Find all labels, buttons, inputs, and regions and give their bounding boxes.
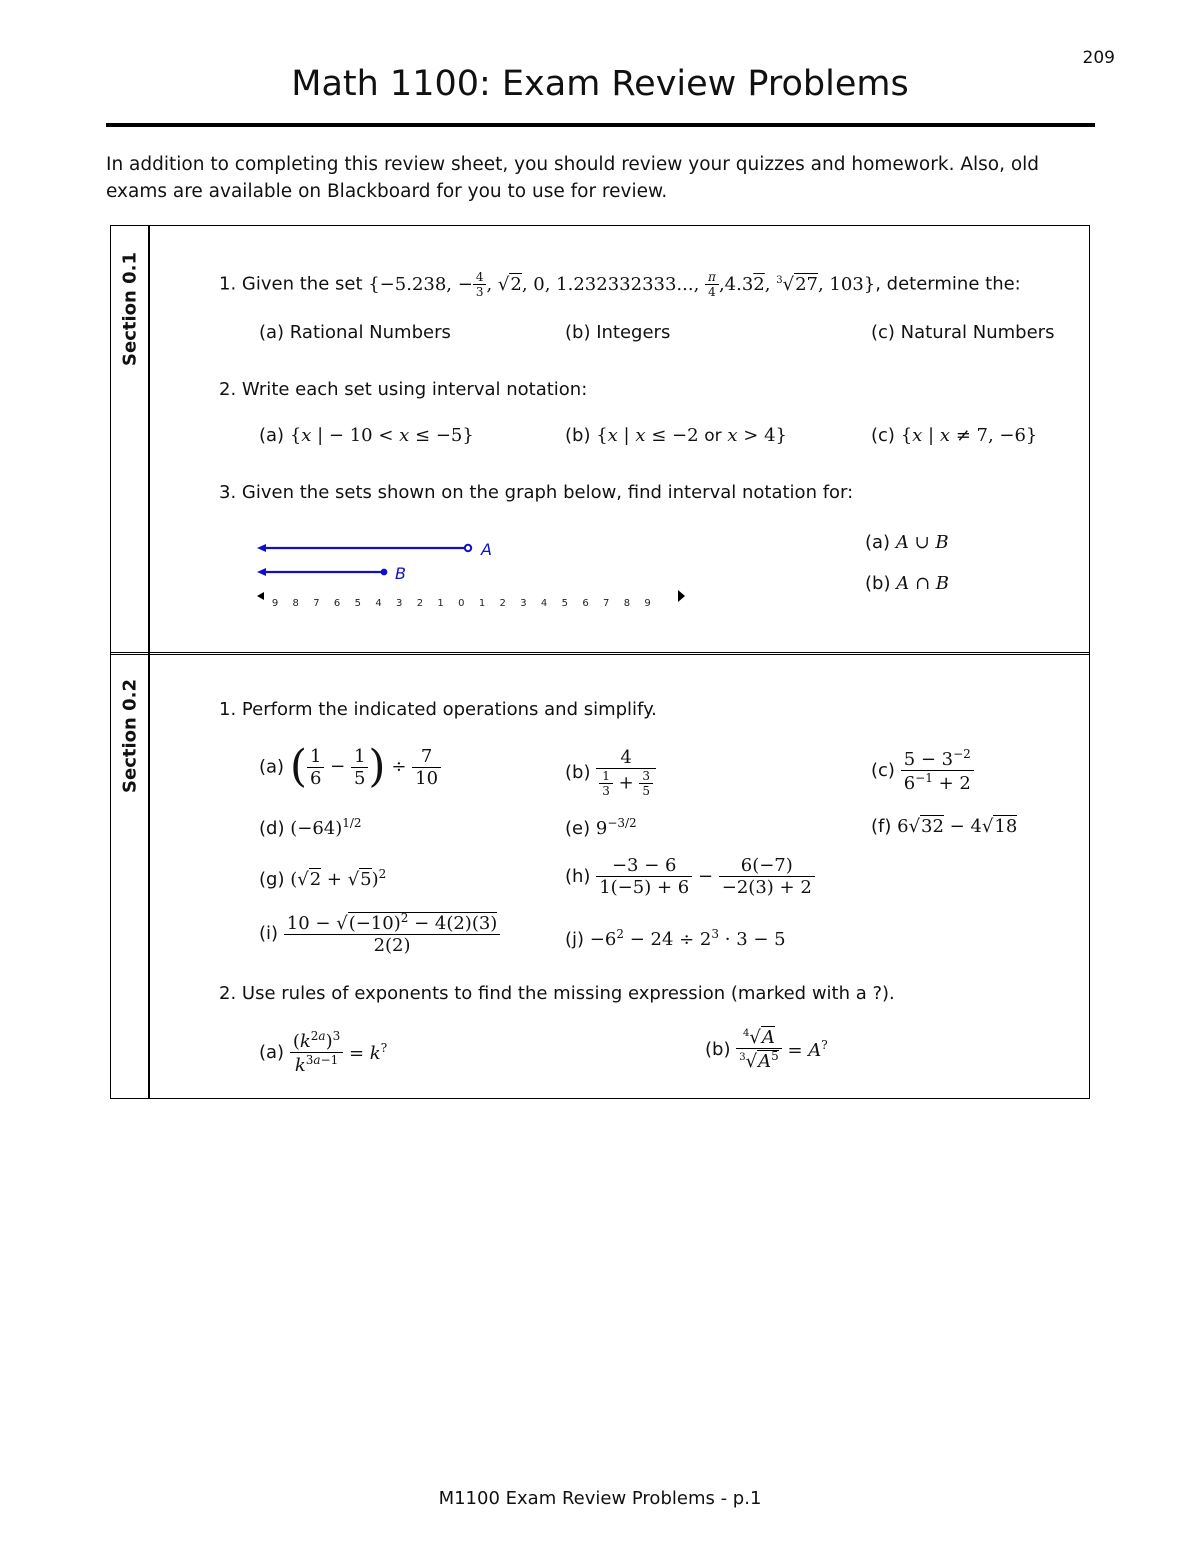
problem-2-stem bbox=[219, 983, 895, 1004]
axis-right-arrow bbox=[678, 590, 685, 602]
part-e: (e) $9^{-3/2}$ bbox=[565, 816, 637, 839]
part-a: (a) ( $\frac{1}{6}$ − $\frac{1}{5}$ ) ÷ $\frac{7}{10}$ bbox=[259, 745, 441, 789]
problem-number: 3. bbox=[219, 482, 237, 503]
problem-text: Perform the indicated operations and simplify. bbox=[241, 699, 657, 720]
number-line-graph bbox=[251, 528, 701, 618]
problem-1-stem bbox=[219, 699, 657, 720]
tick-label: 7 bbox=[313, 598, 320, 609]
tick-label: 0 bbox=[458, 598, 465, 609]
problem-number: 1. bbox=[219, 273, 237, 295]
set-a-ray bbox=[257, 544, 471, 552]
set-a-label: A bbox=[481, 540, 492, 559]
problem-text: Write each set using interval notation: bbox=[241, 379, 588, 400]
set-b-ray bbox=[257, 568, 387, 576]
set-expression: {−5.238, − $\frac{4}{3}$ , √2, 0, 1.232332333..., $\frac{\pi}{4}$ ,4.32, $^3$√27, 103} bbox=[368, 270, 876, 299]
part-c: (c) {x | x ≠ 7, −6} bbox=[871, 425, 1038, 446]
section-label: Section 0.2 bbox=[119, 679, 141, 793]
tick-label: 1 bbox=[437, 598, 444, 609]
problem-text: Use rules of exponents to find the missing expression (marked with a ?). bbox=[241, 983, 895, 1004]
part-b: (b) 4 $\frac{1}{3}$ + $\frac{3}{5}$ bbox=[565, 747, 656, 798]
part-f: (f) 6√32 − 4√18 bbox=[871, 816, 1018, 837]
tick-label: 2 bbox=[499, 598, 506, 609]
problem-number: 1. bbox=[219, 699, 237, 720]
problem-number: 2. bbox=[219, 379, 237, 400]
tick-label: 4 bbox=[540, 598, 548, 609]
part-a: (a) $\frac{(k^{2a})^3}{k^{3a-1}}$ = k? bbox=[259, 1029, 388, 1076]
part-a: (a) Rational Numbers bbox=[259, 322, 451, 343]
page-number: 209 bbox=[1082, 48, 1115, 68]
tick-label: 3 bbox=[520, 598, 527, 609]
tick-label: 8 bbox=[292, 598, 299, 609]
problem-2-stem bbox=[219, 379, 587, 400]
tick-label: 1 bbox=[478, 598, 486, 609]
problem-text: Given the set bbox=[241, 273, 363, 295]
part-b: (b) $\frac{^4√A}{^3√A^5}$ = A? bbox=[705, 1027, 828, 1072]
tick-label: 3 bbox=[396, 598, 403, 609]
part-b: (b) A ∩ B bbox=[865, 573, 949, 594]
tick-label: 6 bbox=[582, 598, 589, 609]
intro-paragraph: In addition to completing this review sheet, you should review your quizzes and homework. Also, old exams are available on Blackboard for you to use for review. bbox=[106, 154, 1040, 202]
part-b: (b) {x | x ≤ −2 or x > 4} bbox=[565, 425, 787, 446]
tick-label: 4 bbox=[375, 598, 382, 609]
tick-label: 9 bbox=[644, 598, 651, 609]
problem-1-stem bbox=[219, 270, 1021, 299]
part-d: (d) $(-64)^{1/2}$ bbox=[259, 816, 362, 839]
section-0-2-box bbox=[110, 652, 1090, 1099]
section-0-1-box bbox=[110, 225, 1090, 655]
page-footer: M1100 Exam Review Problems - p.1 bbox=[438, 1488, 762, 1509]
problem-number: 2. bbox=[219, 983, 237, 1004]
problem-text: Given the sets shown on the graph below, find interval notation for: bbox=[241, 482, 854, 503]
tick-label: 7 bbox=[603, 598, 610, 609]
section-label: Section 0.1 bbox=[119, 252, 141, 366]
part-h: (h) $\frac{-3 - 6}{1(-5) + 6}$ − $\frac{6(-7)}{-2(3) + 2}$ bbox=[565, 855, 815, 898]
part-a: (a) A ∪ B bbox=[865, 532, 949, 553]
tick-label: 8 bbox=[623, 598, 631, 609]
part-c: (c) $\frac{5 - 3^{-2}}{6^{-1} + 2}$ bbox=[871, 747, 974, 794]
problem-3-stem bbox=[219, 482, 853, 503]
part-j: $(j) -6^2 - 24 \div 2^3 \cdot 3 - 5$ bbox=[565, 927, 786, 950]
part-a: (a) {x | − 10 < x ≤ −5} bbox=[259, 425, 474, 446]
tick-label: 5 bbox=[561, 598, 568, 609]
tick-label: 9 bbox=[271, 598, 279, 609]
set-b-label: B bbox=[395, 564, 406, 583]
part-g: (g) $(√2 + √5)^2$ bbox=[259, 867, 387, 890]
axis-left-arrow bbox=[257, 592, 264, 600]
part-i: (i) $\frac{10 - √(-10)^2 - 4(2)(3)}{2(2)}$ bbox=[259, 911, 500, 956]
title-rule bbox=[106, 123, 1095, 127]
problem-text-end: , determine the: bbox=[875, 273, 1021, 295]
section-divider bbox=[148, 653, 150, 1098]
section-divider bbox=[148, 226, 150, 654]
page-title: Math 1100: Exam Review Problems bbox=[291, 64, 909, 104]
part-b: (b) Integers bbox=[565, 322, 671, 343]
tick-label: 2 bbox=[416, 598, 424, 609]
tick-label: 6 bbox=[333, 598, 341, 609]
tick-label: 5 bbox=[354, 598, 361, 609]
part-c: (c) Natural Numbers bbox=[871, 322, 1055, 343]
